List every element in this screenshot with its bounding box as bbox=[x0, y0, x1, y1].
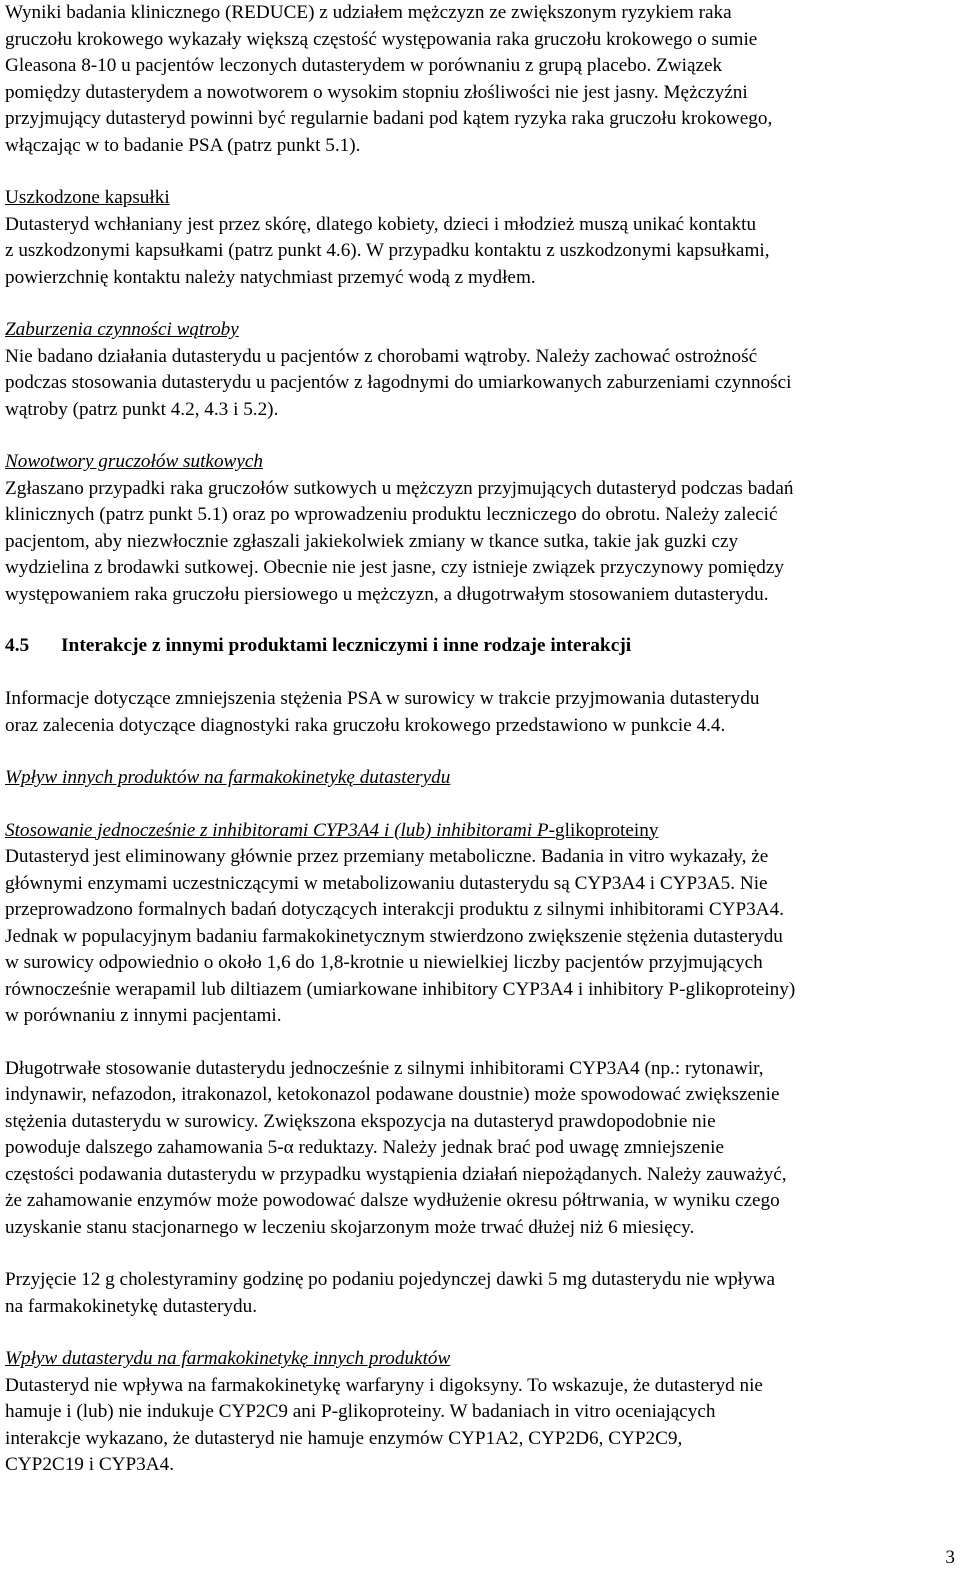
text-line: pomiędzy dutasterydem a nowotworem o wysokim stopniu złośliwości nie jest jasny. Mężczyźni bbox=[5, 81, 748, 103]
text-line: w porównaniu z innymi pacjentami. bbox=[5, 1005, 282, 1026]
text-line: powoduje dalszego zahamowania 5-α reduktazy. Należy jednak brać pod uwagę zmniejszenie bbox=[5, 1137, 724, 1158]
text-line: stężenia dutasterydu w surowicy. Zwiększona ekspozycja na dutasteryd prawdopodobnie nie bbox=[5, 1110, 716, 1132]
spacer bbox=[5, 608, 955, 632]
text-line: Dutasteryd jest eliminowany głównie przez przemiany metaboliczne. Badania in vitro wykazały, że bbox=[5, 846, 769, 867]
spacer bbox=[5, 1030, 955, 1056]
text-line: CYP2C19 i CYP3A4. bbox=[5, 1454, 174, 1475]
spacer bbox=[5, 739, 955, 765]
paragraph-psa bbox=[5, 686, 955, 739]
text-line: Dutasteryd wchłaniany jest przez skórę, dlatego kobiety, dzieci i młodzież muszą unikać kontaktu bbox=[5, 213, 757, 235]
text-line: Informacje dotyczące zmniejszenia stężenia PSA w surowicy w trakcie przyjmowania dutasterydu bbox=[5, 688, 760, 709]
heading-block bbox=[5, 765, 955, 792]
section-damaged-capsules bbox=[5, 185, 955, 291]
text-line: wątroby (patrz punkt 4.2, 4.3 i 5.2). bbox=[5, 398, 279, 420]
text-line: przyjmujący dutasteryd powinni być regularnie badani pod kątem ryzyka raka gruczołu krokowego, bbox=[5, 108, 773, 129]
text-line: podczas stosowania dutasterydu u pacjentów z łagodnymi do umiarkowanych zaburzeniami czynności bbox=[5, 372, 792, 393]
section-breast-neoplasia bbox=[5, 449, 955, 608]
text-line: hamuje i (lub) nie indukuje CYP2C9 ani P-glikoproteiny. W badaniach in vitro oceniających bbox=[5, 1401, 716, 1422]
text-line: Długotrwałe stosowanie dutasterydu jednocześnie z silnymi inhibitorami CYP3A4 (np.: rytonawir, bbox=[5, 1057, 764, 1079]
text-line: że zahamowanie enzymów może powodować dalsze wydłużenie okresu półtrwania, w wyniku czego bbox=[5, 1190, 780, 1211]
text-line: Zgłaszano przypadki raka gruczołów sutkowych u mężczyzn przyjmujących dutasteryd podczas badań bbox=[5, 477, 794, 499]
subheading-cyp3a4-inhibitors bbox=[5, 818, 955, 845]
text-line: Wyniki badania klinicznego (REDUCE) z udziałem mężczyzn ze zwiększonym ryzykiem raka bbox=[5, 2, 732, 23]
text-line: klinicznych (patrz punkt 5.1) oraz po wprowadzeniu produktu leczniczego do obrotu. Należy zalecić bbox=[5, 504, 778, 525]
text-line: Jednak w populacyjnym badaniu farmakokinetycznym stwierdzono zwiększenie stężenia dutasterydu bbox=[5, 925, 783, 947]
page-number: 3 bbox=[945, 1547, 955, 1568]
text-line: indynawir, nefazodon, itrakonazol, ketokonazol podawane doustnie) może spowodować zwiększenie bbox=[5, 1084, 780, 1105]
text-line: wydzielina z brodawki sutkowej. Obecnie nie jest jasne, czy istnieje związek przyczynowy pomiędzy bbox=[5, 557, 784, 578]
subheading-other-products-effect: Wpływ innych produktów na farmakokinetykę dutasterydu bbox=[5, 767, 451, 788]
text-line: równocześnie werapamil lub diltiazem (umiarkowane inhibitory CYP3A4 i inhibitory P-glikoproteiny) bbox=[5, 978, 796, 1000]
subheading-damaged-capsules: Uszkodzone kapsułki bbox=[5, 187, 170, 208]
section-cyp3a4-inhibitors bbox=[5, 818, 955, 1030]
text-line: z uszkodzonymi kapsułkami (patrz punkt 4.6). W przypadku kontaktu z uszkodzonymi kapsułkami, bbox=[5, 240, 770, 261]
text-line: pacjentom, aby niezwłocznie zgłaszali jakiekolwiek zmiany w tkance sutka, takie jak guzki czy bbox=[5, 530, 739, 552]
section-liver-impairment bbox=[5, 317, 955, 423]
subheading-dutasteride-effect: Wpływ dutasterydu na farmakokinetykę innych produktów bbox=[5, 1348, 451, 1369]
text-line: interakcje wykazano, że dutasteryd nie hamuje enzymów CYP1A2, CYP2D6, CYP2C9, bbox=[5, 1427, 683, 1449]
text-line: włączając w to badanie PSA (patrz punkt 5.1). bbox=[5, 134, 361, 156]
text-line: powierzchnię kontaktu należy natychmiast przemyć wodą z mydłem. bbox=[5, 266, 536, 288]
text-line: występowaniem raka gruczołu piersiowego u mężczyzn, a długotrwałym stosowaniem dutasterydu. bbox=[5, 583, 769, 605]
spacer bbox=[5, 159, 955, 185]
subheading-plain-part: glikoproteiny bbox=[555, 819, 659, 841]
text-line: gruczołu krokowego wykazały większą częstość występowania raka gruczołu krokowego o sumie bbox=[5, 28, 758, 50]
spacer bbox=[5, 792, 955, 818]
paragraph-long-term-use bbox=[5, 1056, 955, 1242]
text-line: Nie badano działania dutasterydu u pacjentów z chorobami wątroby. Należy zachować ostrożność bbox=[5, 345, 758, 367]
text-line: uzyskanie stanu stacjonarnego w leczeniu skojarzonym może trwać dłużej niż 6 miesięcy. bbox=[5, 1216, 695, 1238]
spacer bbox=[5, 291, 955, 317]
paragraph-reduce-study bbox=[5, 0, 955, 159]
section-heading-4-5 bbox=[5, 632, 955, 660]
text-line: Gleasona 8-10 u pacjentów leczonych dutasterydem w porównaniu z grupą placebo. Związek bbox=[5, 55, 723, 76]
text-line: w surowicy odpowiednio o około 1,6 do 1,8-krotnie u niewielkiej liczby pacjentów przyjmujących bbox=[5, 952, 763, 973]
text-line: przeprowadzono formalnych badań dotyczących interakcji produktu z silnymi inhibitorami CYP3A4. bbox=[5, 899, 785, 920]
text-line: oraz zalecenia dotyczące diagnostyki raka gruczołu krokowego przedstawiono w punkcie 4.4. bbox=[5, 714, 726, 736]
subheading-breast-neoplasia: Nowotwory gruczołów sutkowych bbox=[5, 451, 263, 472]
subheading-italic-part: Stosowanie jednocześnie z inhibitorami CYP3A4 i (lub) inhibitorami P- bbox=[5, 819, 556, 841]
text-line: Dutasteryd nie wpływa na farmakokinetykę warfaryny i digoksyny. To wskazuje, że dutasteryd nie bbox=[5, 1374, 763, 1396]
document-page bbox=[5, 0, 955, 1479]
text-line: Przyjęcie 12 g cholestyraminy godzinę po podaniu pojedynczej dawki 5 mg dutasterydu nie wpływa bbox=[5, 1269, 775, 1290]
section-dutasteride-effect bbox=[5, 1346, 955, 1479]
spacer bbox=[5, 1241, 955, 1267]
subheading-liver-impairment: Zaburzenia czynności wątroby bbox=[5, 319, 239, 340]
section-title: Interakcje z innymi produktami leczniczymi i inne rodzaje interakcji bbox=[61, 635, 632, 656]
text-line: na farmakokinetykę dutasterydu. bbox=[5, 1295, 258, 1317]
spacer bbox=[5, 660, 955, 686]
spacer bbox=[5, 423, 955, 449]
paragraph-cholestyramine bbox=[5, 1267, 955, 1320]
text-line: głównymi enzymami uczestniczącymi w metabolizowaniu dutasterydu są CYP3A4 i CYP3A5. Nie bbox=[5, 872, 768, 894]
spacer bbox=[5, 1320, 955, 1346]
text-line: częstości podawania dutasterydu w przypadku wystąpienia działań niepożądanych. Należy zauważyć, bbox=[5, 1163, 787, 1185]
section-number: 4.5 bbox=[5, 635, 30, 656]
